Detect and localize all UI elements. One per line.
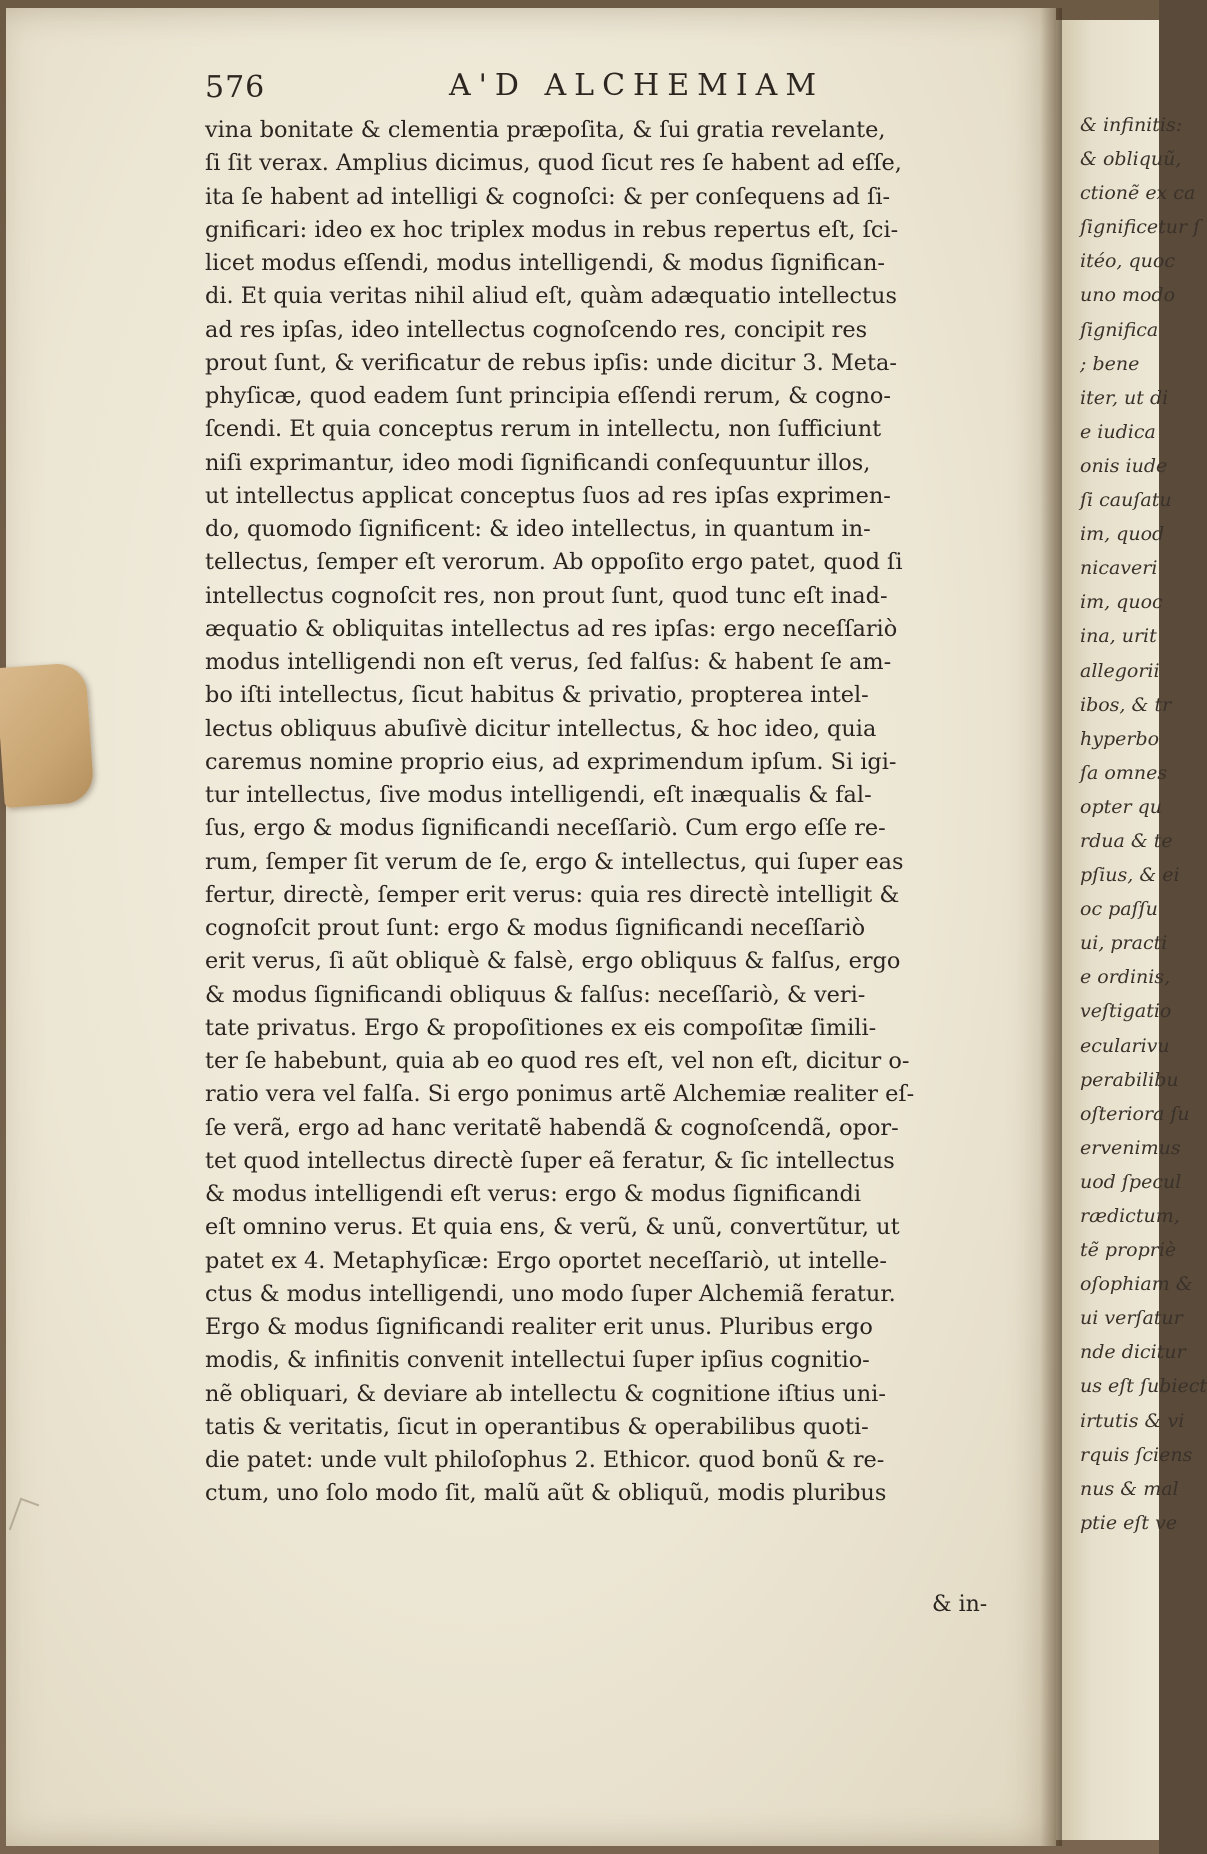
text-line: modus intelligendi non eſt verus, ſed falſus: & habent ſe am-: [205, 649, 892, 675]
facing-page-fragment: opter qu: [1080, 795, 1163, 818]
facing-page-fragment: rquis ſciens: [1080, 1443, 1193, 1466]
facing-page-fragment: ſa omnes: [1080, 761, 1168, 784]
main-text-block: [205, 114, 1017, 1511]
text-line: ctus & modus intelligendi, uno modo ſuper Alchemiã feratur.: [205, 1280, 896, 1307]
text-line: vina bonitate & clementia præpoſita, & ſui gratia revelante,: [205, 117, 886, 143]
text-line: licet modus eſſendi, modus intelligendi, & modus ſignifican-: [205, 250, 885, 276]
text-line: modis, & infinitis convenit intellectui ſuper ipſius cognitio-: [205, 1347, 870, 1374]
facing-page-fragment: us eſt ſubiect: [1080, 1375, 1207, 1398]
facing-page-fragment: uno modo: [1080, 284, 1176, 307]
text-line: Ergo & modus ſignificandi realiter erit unus. Pluribus ergo: [205, 1314, 873, 1340]
text-line: ctum, uno ſolo modo ſit, malũ aũt & obliquũ, modis pluribus: [205, 1480, 887, 1507]
facing-page-fragment: irtutis & vi: [1080, 1409, 1185, 1432]
text-line: caremus nomine proprio eius, ad exprimendum ipſum. Si igi-: [205, 748, 897, 775]
facing-page-fragment: ervenimus: [1080, 1136, 1181, 1159]
facing-page-fragment: e ordinis,: [1080, 966, 1171, 989]
facing-page-fragment: iter, ut di: [1080, 386, 1169, 409]
facing-page-fragment: im, quoc: [1080, 591, 1163, 614]
text-line: ita ſe habent ad intelligi & cognoſci: & per conſequens ad ſi-: [205, 183, 891, 210]
text-line: tur intellectus, ſive modus intelligendi, eſt inæqualis & fal-: [205, 782, 872, 808]
text-line: lectus obliquus abuſivè dicitur intellectus, & hoc ideo, quia: [205, 715, 877, 742]
text-line: nẽ obliquari, & deviare ab intellectu & cognitione iſtius uni-: [205, 1380, 886, 1407]
text-line: erit verus, ſi aũt obliquè & falsè, ergo obliquus & falſus, ergo: [205, 948, 901, 975]
facing-page-fragment: & obliquũ,: [1080, 148, 1182, 171]
facing-page-fragment: veſtigatio: [1080, 1000, 1172, 1023]
facing-page-fragment: ui, practi: [1080, 932, 1168, 955]
text-line: & modus ſignificandi obliquus & falſus: neceſſariò, & veri-: [205, 981, 866, 1008]
facing-page-fragment: ptie eſt ve: [1080, 1511, 1178, 1534]
facing-page-fragment: nicaveri: [1080, 557, 1158, 580]
facing-page-fragment: allegorii: [1080, 659, 1160, 682]
text-line: fertur, directè, ſemper erit verus: quia res directè intelligit &: [205, 881, 900, 908]
facing-page-fragment: rdua & te: [1080, 829, 1173, 852]
text-line: do, quomodo ſignificent: & ideo intellectus, in quantum in-: [205, 516, 871, 542]
text-line: prout ſunt, & verificatur de rebus ipſis: unde dicitur 3. Meta-: [205, 349, 897, 376]
paper-tab-marker: [0, 662, 95, 808]
facing-page-fragment: ; bene: [1080, 352, 1140, 375]
facing-page-fragment: pſius, & ei: [1080, 864, 1180, 887]
facing-page-fragment: ctionẽ ex ca: [1080, 182, 1196, 205]
text-line: cognoſcit prout ſunt: ergo & modus ſignificandi neceſſariò: [205, 915, 866, 941]
text-line: tate privatus. Ergo & propoſitiones ex eis compoſitæ ſimili-: [205, 1014, 877, 1041]
facing-page-fragment: nus & mal: [1080, 1477, 1179, 1500]
text-line: patet ex 4. Metaphyſicæ: Ergo oportet neceſſariò, ut intelle-: [205, 1247, 887, 1274]
facing-page-fragment: im, quod: [1080, 523, 1165, 546]
facing-page-fragment: oc paſſu: [1080, 898, 1158, 921]
text-line: tellectus, ſemper eſt verorum. Ab oppoſito ergo patet, quod ſi: [205, 549, 903, 576]
facing-page-fragment: ina, urit: [1080, 625, 1157, 648]
page-gutter-shadow: [1040, 8, 1062, 1846]
text-line: ſi ſit verax. Amplius dicimus, quod ſicut res ſe habent ad eſſe,: [205, 150, 902, 177]
text-line: bo iſti intellectus, ſicut habitus & privatio, propterea intel-: [205, 682, 869, 709]
facing-page-fragment: ſignifica: [1080, 318, 1159, 341]
facing-page-fragment: & infinitis:: [1080, 114, 1183, 136]
facing-page-fragment: oſophiam &: [1080, 1273, 1193, 1296]
facing-page-fragment: perabilibu: [1080, 1068, 1179, 1091]
text-line: & modus intelligendi eſt verus: ergo & modus ſignificandi: [205, 1181, 861, 1207]
facing-page-fragment: ui verſatur: [1080, 1307, 1183, 1330]
text-line: intellectus cognoſcit res, non prout ſunt, quod tunc eſt inad-: [205, 582, 888, 609]
text-line: tatis & veritatis, ſicut in operantibus & operabilibus quoti-: [205, 1413, 869, 1440]
text-line: ad res ipſas, ideo intellectus cognoſcendo res, concipit res: [205, 316, 868, 343]
text-line: eſt omnino verus. Et quia ens, & verũ, & unũ, convertũtur, ut: [205, 1214, 900, 1241]
facing-page-fragment: rædictum,: [1080, 1205, 1180, 1227]
page-number: 576: [205, 70, 266, 105]
facing-page-fragment: e iudica: [1080, 420, 1156, 443]
facing-page-text: [1080, 108, 1207, 1540]
text-line: ſus, ergo & modus ſignificandi neceſſariò. Cum ergo eſſe re-: [205, 815, 886, 842]
facing-page-fragment: ibos, & tr: [1080, 693, 1172, 716]
facing-page-fragment: ſi cauſatu: [1080, 489, 1172, 512]
text-line: tet quod intellectus directè ſuper eã feratur, & ſic intellectus: [205, 1147, 895, 1174]
facing-page-fragment: uod ſpecul: [1080, 1170, 1182, 1193]
text-line: rum, ſemper ſit verum de ſe, ergo & intellectus, qui ſuper eas: [205, 848, 904, 875]
facing-page-fragment: tẽ propriè: [1080, 1239, 1177, 1262]
text-line: ratio vera vel falſa. Si ergo ponimus artẽ Alchemiæ realiter eſ-: [205, 1081, 915, 1108]
catchword: & in-: [932, 1592, 988, 1617]
facing-page-fragment: ecularivu: [1080, 1034, 1170, 1057]
text-line: æquatio & obliquitas intellectus ad res ipſas: ergo neceſſariò: [205, 615, 898, 642]
text-line: ſcendi. Et quia conceptus rerum in intellectu, non ſufficiunt: [205, 416, 882, 443]
text-line: ſe verã, ergo ad hanc veritatẽ habendã & cognoſcendã, opor-: [205, 1114, 899, 1141]
facing-page-fragment: hyperbo: [1080, 727, 1160, 750]
page-header: [205, 68, 1035, 112]
facing-page-fragment: oſteriora ſu: [1080, 1102, 1190, 1125]
facing-page-fragment: ſignificetur ſ: [1080, 216, 1201, 239]
running-head: A'D ALCHEMIAM: [449, 68, 825, 103]
text-line: ter ſe habebunt, quia ab eo quod res eſt, vel non eſt, dicitur o-: [205, 1048, 910, 1074]
text-line: phyſicæ, quod eadem ſunt principia eſſendi rerum, & cogno-: [205, 383, 891, 409]
facing-page-fragment: nde dicitur: [1080, 1341, 1186, 1364]
text-line: niſi exprimantur, ideo modi ſignificandi conſequuntur illos,: [205, 449, 871, 476]
text-line: gnificari: ideo ex hoc triplex modus in rebus repertus eſt, ſci-: [205, 216, 899, 243]
text-line: die patet: unde vult philoſophus 2. Ethicor. quod bonũ & re-: [205, 1447, 885, 1473]
text-line: ut intellectus applicat conceptus ſuos ad res ipſas exprimen-: [205, 482, 891, 509]
text-line: di. Et quia veritas nihil aliud eſt, quàm adæquatio intellectus: [205, 283, 897, 310]
facing-page-fragment: itéo, quoc: [1080, 250, 1175, 273]
facing-page-fragment: onis iude: [1080, 454, 1168, 477]
